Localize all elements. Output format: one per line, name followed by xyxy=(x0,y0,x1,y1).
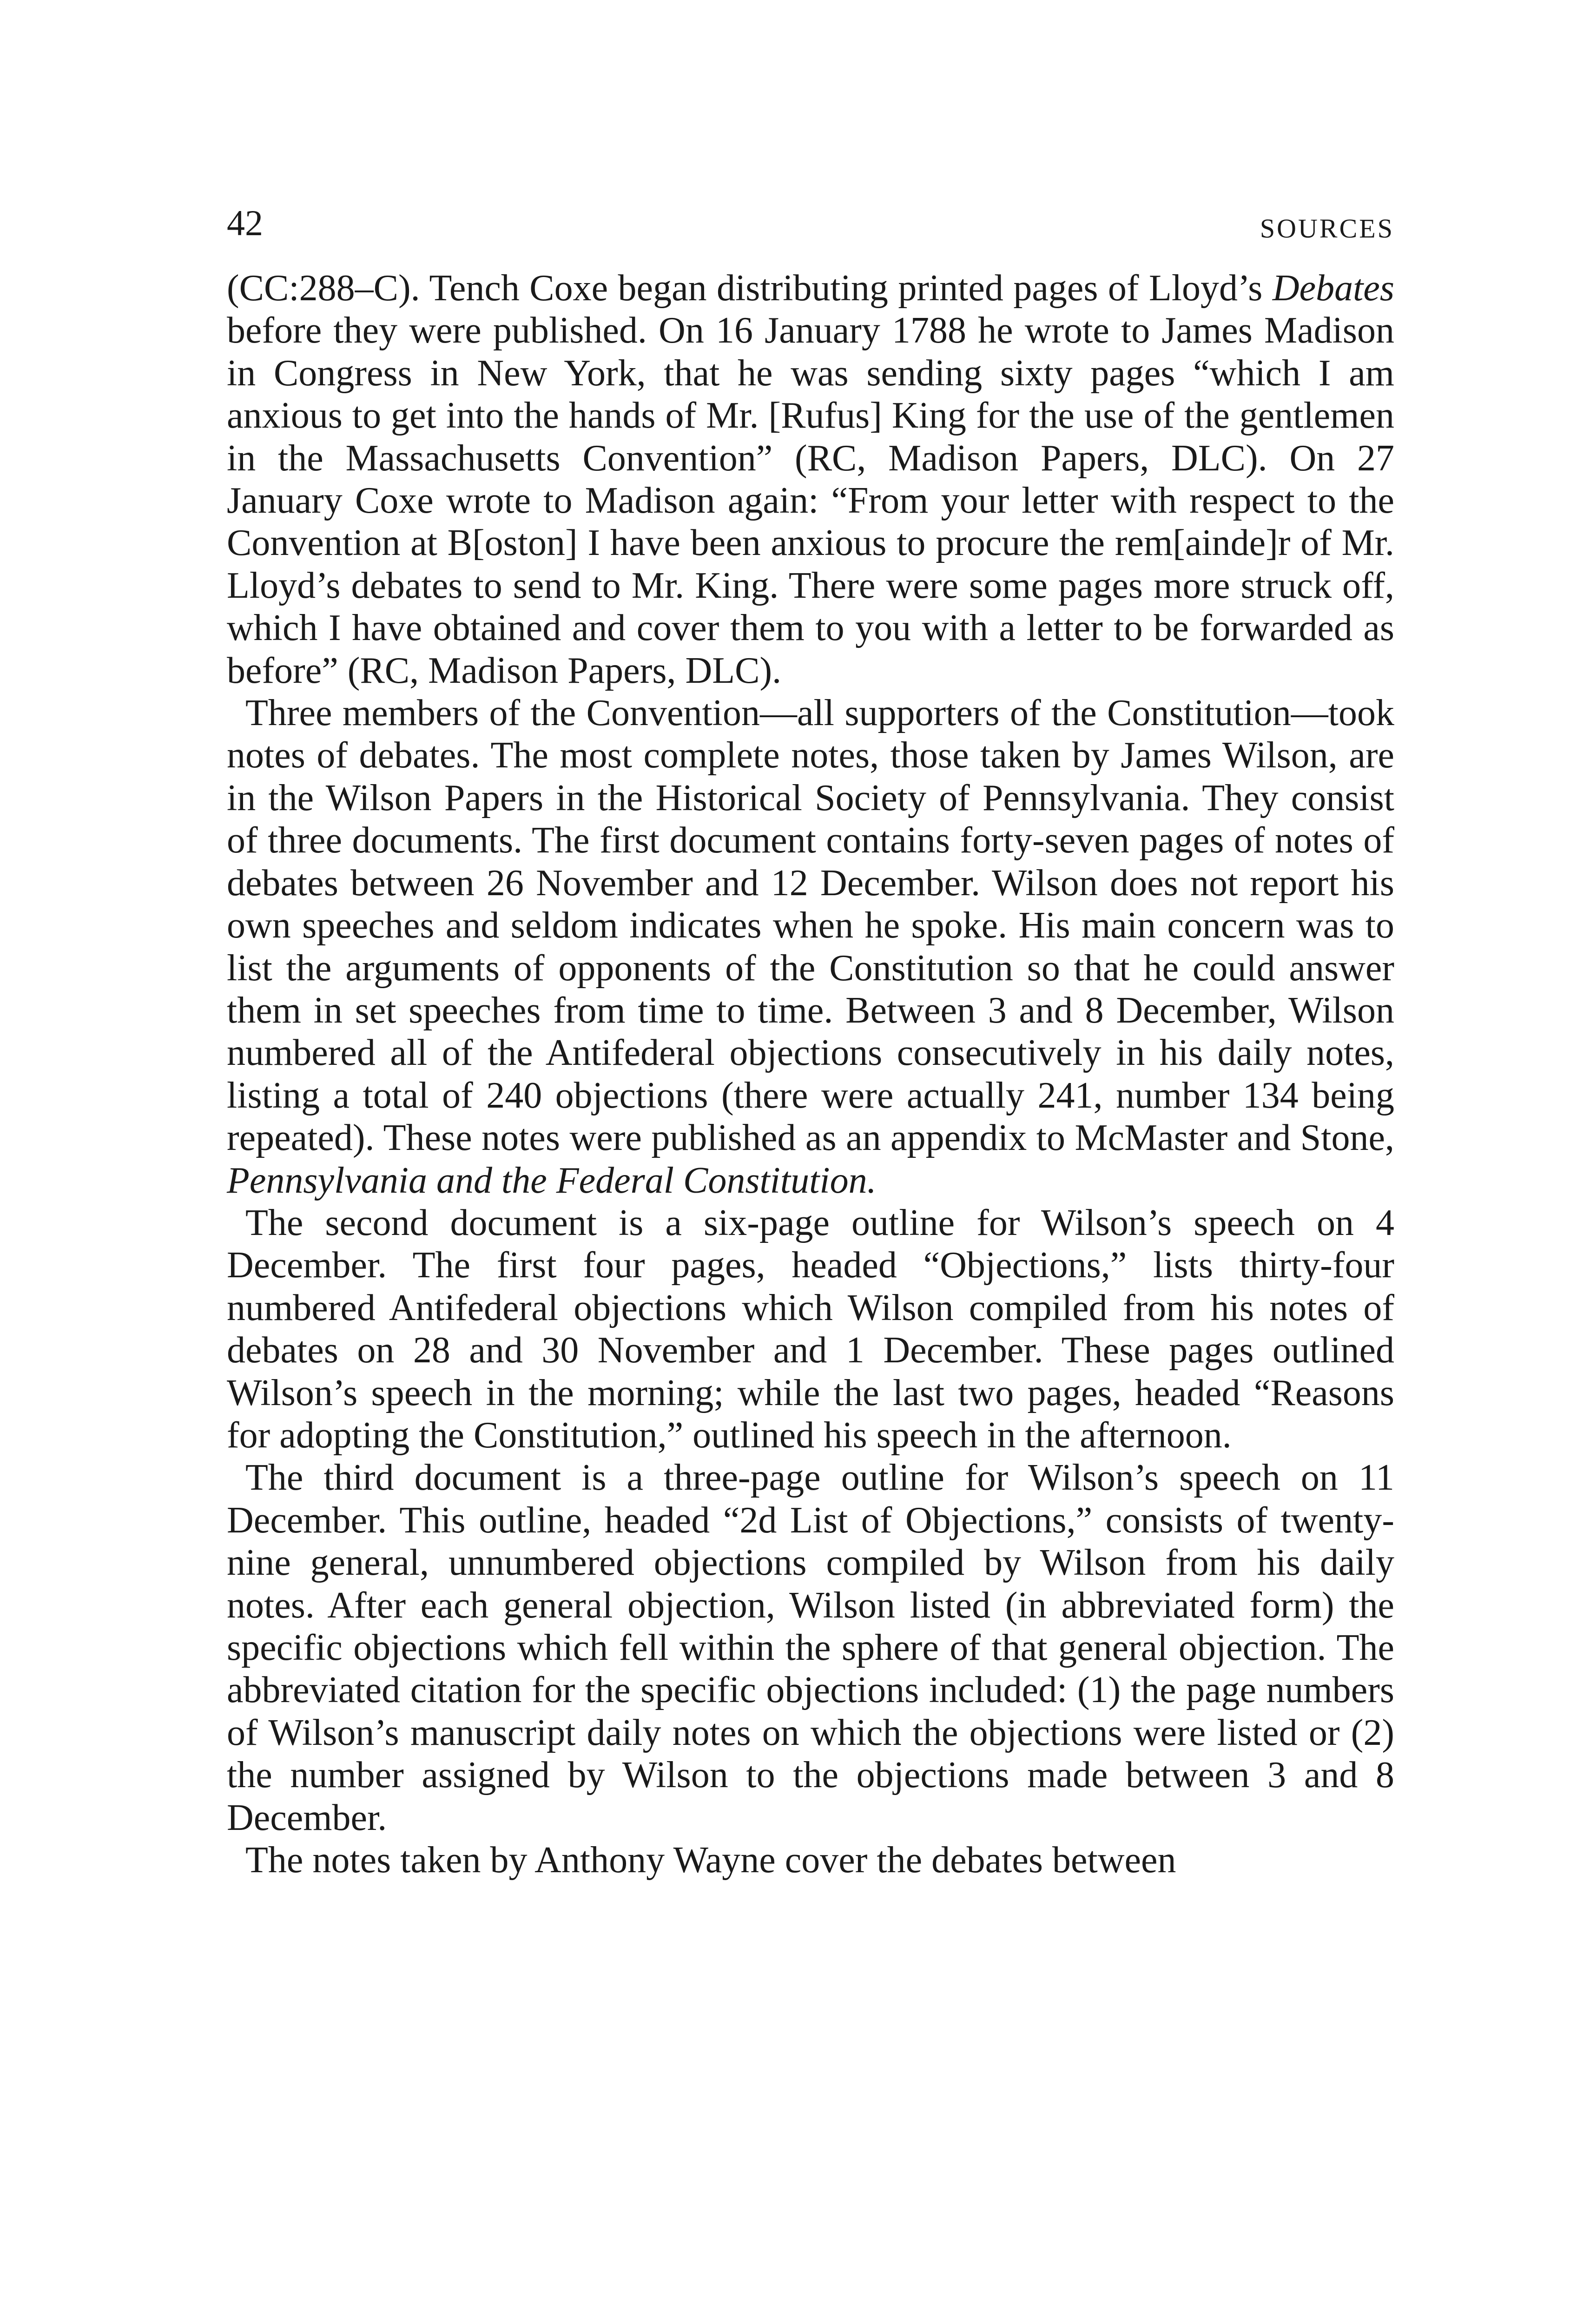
paragraph-second-document xyxy=(227,1202,1394,1457)
page-number: 42 xyxy=(227,203,263,243)
paragraph-wilson-notes xyxy=(227,692,1394,1202)
text-run: The notes taken by Anthony Wayne cover the debates between xyxy=(245,1840,1176,1881)
text-run: The second document is a six-page outline for Wilson’s speech on 4 December. The first four pages, headed “Objections,” lists thirty-four numbered Antifederal objections which Wilson compiled from his notes of debates on 28 and 30 November and 1 December. These pages outlined Wilson’s speech in the morning; while the last two pages, headed “Reasons for adopting the Constitution,” outlined his speech in the afternoon. xyxy=(227,1202,1394,1456)
text-run: (CC:288–C). Tench Coxe began distributing printed pages of Lloyd’s xyxy=(227,268,1273,309)
text-run: before they were published. On 16 January 1788 he wrote to James Madison in Congress in New York, that he was sending sixty pages “which I am anxious to get into the hands of Mr. [Rufus] King for the use of the gentlemen in the Massachusetts Convention” (RC, Madison Papers, DLC). On 27 January Coxe wrote to Madison again: “From your letter with respect to the Convention at B[oston] I have been anxious to procure the rem[ainde]r of Mr. Lloyd’s debates to send to Mr. King. There were some pages more struck off, which I have obtained and cover them to you with a letter to be forwarded as before” (RC, Madison Papers, DLC). xyxy=(227,310,1394,691)
text-run: Three members of the Convention—all supporters of the Constitution—took notes of debates. The most complete notes, those taken by James Wilson, are in the Wilson Papers in the Historical Society of Pennsylvania. They consist of three documents. The first document contains forty-seven pages of notes of debates between 26 November and 12 December. Wilson does not report his own speeches and seldom indicates when he spoke. His main concern was to list the arguments of opponents of the Constitution so that he could answer them in set speeches from time to time. Between 3 and 8 December, Wilson numbered all of the Antifederal objections consecutively in his daily notes, listing a total of 240 objections (there were actually 241, number 134 being repeated). These notes were published as an appendix to McMaster and Stone, xyxy=(227,693,1394,1159)
italic-title-pennsylvania: Pennsylvania and the Federal Constitution. xyxy=(227,1160,877,1201)
paragraph-wayne-notes xyxy=(227,1839,1394,1882)
running-head xyxy=(227,198,1394,249)
section-title: SOURCES xyxy=(1260,213,1394,244)
paragraph-coxe-debates xyxy=(227,267,1394,692)
paragraph-third-document xyxy=(227,1457,1394,1839)
text-run: The third document is a three-page outline for Wilson’s speech on 11 December. This outline, headed “2d List of Objections,” consists of twenty-nine general, unnumbered objections compiled by Wilson from his daily notes. After each general objection, Wilson listed (in abbreviated form) the specific objections which fell within the sphere of that general objection. The abbreviated citation for the specific objections included: (1) the page numbers of Wilson’s manuscript daily notes on which the objections were listed or (2) the number assigned by Wilson to the objections made between 3 and 8 December. xyxy=(227,1457,1394,1838)
body-text xyxy=(227,267,1394,1882)
italic-title-debates: Debates xyxy=(1272,268,1394,309)
